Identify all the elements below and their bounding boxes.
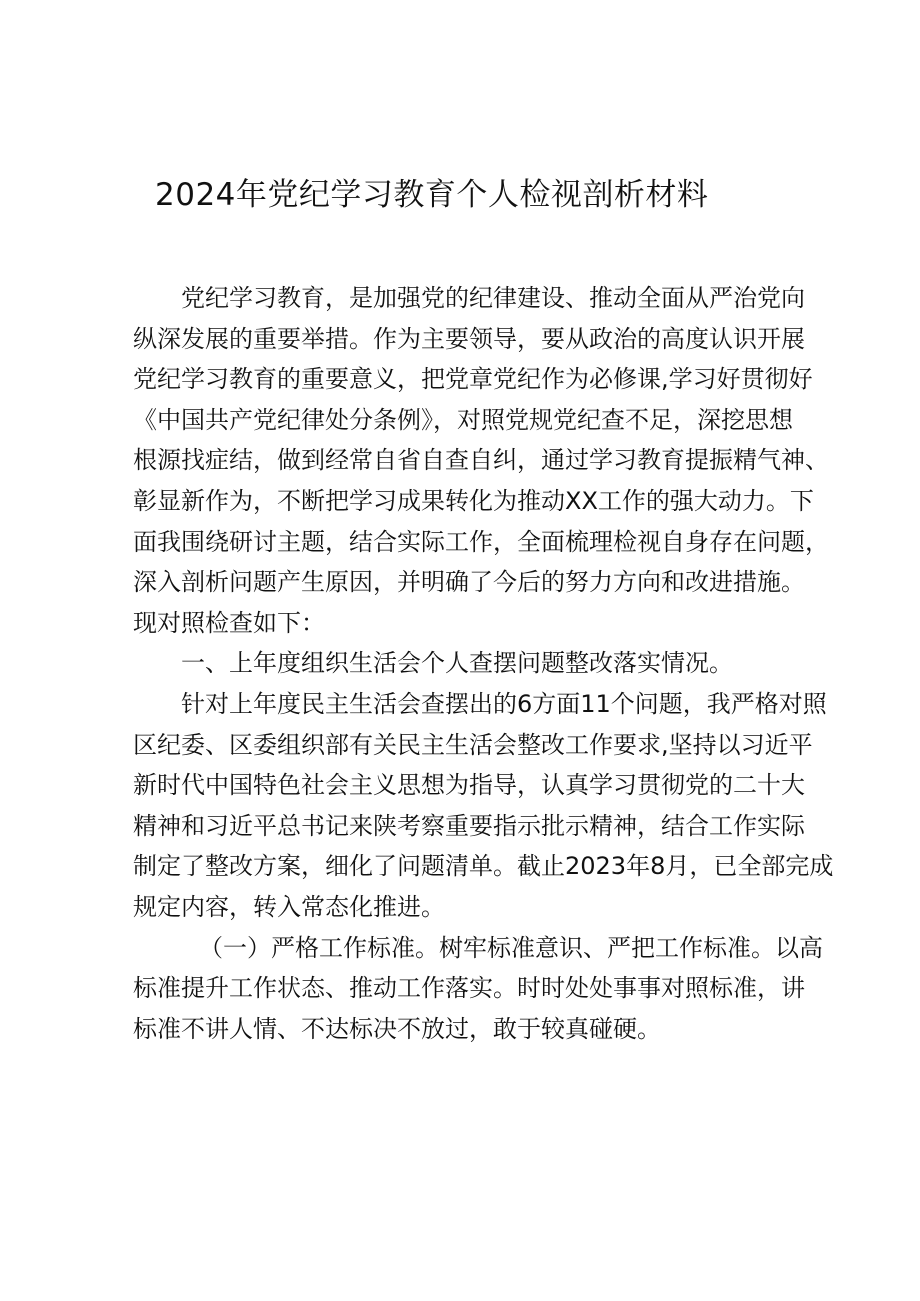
paragraph-line: 根源找症结，做到经常自省自查自纠，通过学习教育提振精气神、 — [133, 446, 829, 475]
document-body — [133, 278, 834, 1049]
paragraph-line: 现对照检查如下： — [133, 608, 325, 637]
document-title: 2024年党纪学习教育个人检视剖析材料 — [155, 177, 709, 213]
paragraph-line: 面我围绕研讨主题，结合实际工作，全面梳理检视自身存在问题， — [133, 527, 829, 556]
paragraph-line: 《中国共产党纪律处分条例》，对照党规党纪查不足，深挖思想 — [133, 405, 793, 434]
paragraph-line: 纵深发展的重要举措。作为主要领导，要从政治的高度认识开展 — [133, 324, 805, 353]
paragraph-line: 精神和习近平总书记来陕考察重要指示批示精神，结合工作实际 — [133, 811, 805, 840]
paragraph-line: 党纪学习教育的重要意义，把党章党纪作为必修课,学习好贯彻好 — [133, 365, 813, 394]
paragraph-line: 彰显新作为，不断把学习成果转化为推动XX工作的强大动力。下 — [133, 486, 814, 515]
paragraph-line: 制定了整改方案，细化了问题清单。截止2023年8月，已全部完成 — [133, 852, 834, 881]
paragraph-line: 标准提升工作状态、推动工作落实。时时处处事事对照标准，讲 — [133, 974, 805, 1003]
paragraph-line: 新时代中国特色社会主义思想为指导，认真学习贯彻党的二十大 — [133, 771, 805, 800]
paragraph-line: 深入剖析问题产生原因，并明确了今后的努力方向和改进措施。 — [133, 568, 805, 597]
paragraph-line: 针对上年度民主生活会查摆出的6方面11个问题，我严格对照 — [181, 689, 827, 718]
paragraph-line: 规定内容，转入常态化推进。 — [133, 892, 445, 921]
subsection-heading: （一）严格工作标准。树牢标准意识、严把工作标准。以高 — [199, 933, 823, 962]
paragraph-line: 标准不讲人情、不达标决不放过，敢于较真碰硬。 — [133, 1014, 661, 1043]
paragraph-line: 党纪学习教育，是加强党的纪律建设、推动全面从严治党向 — [181, 284, 805, 312]
paragraph-line: 区纪委、区委组织部有关民主生活会整改工作要求,坚持以习近平 — [133, 730, 813, 759]
section-heading: 一、上年度组织生活会个人查摆问题整改落实情况。 — [181, 649, 733, 678]
